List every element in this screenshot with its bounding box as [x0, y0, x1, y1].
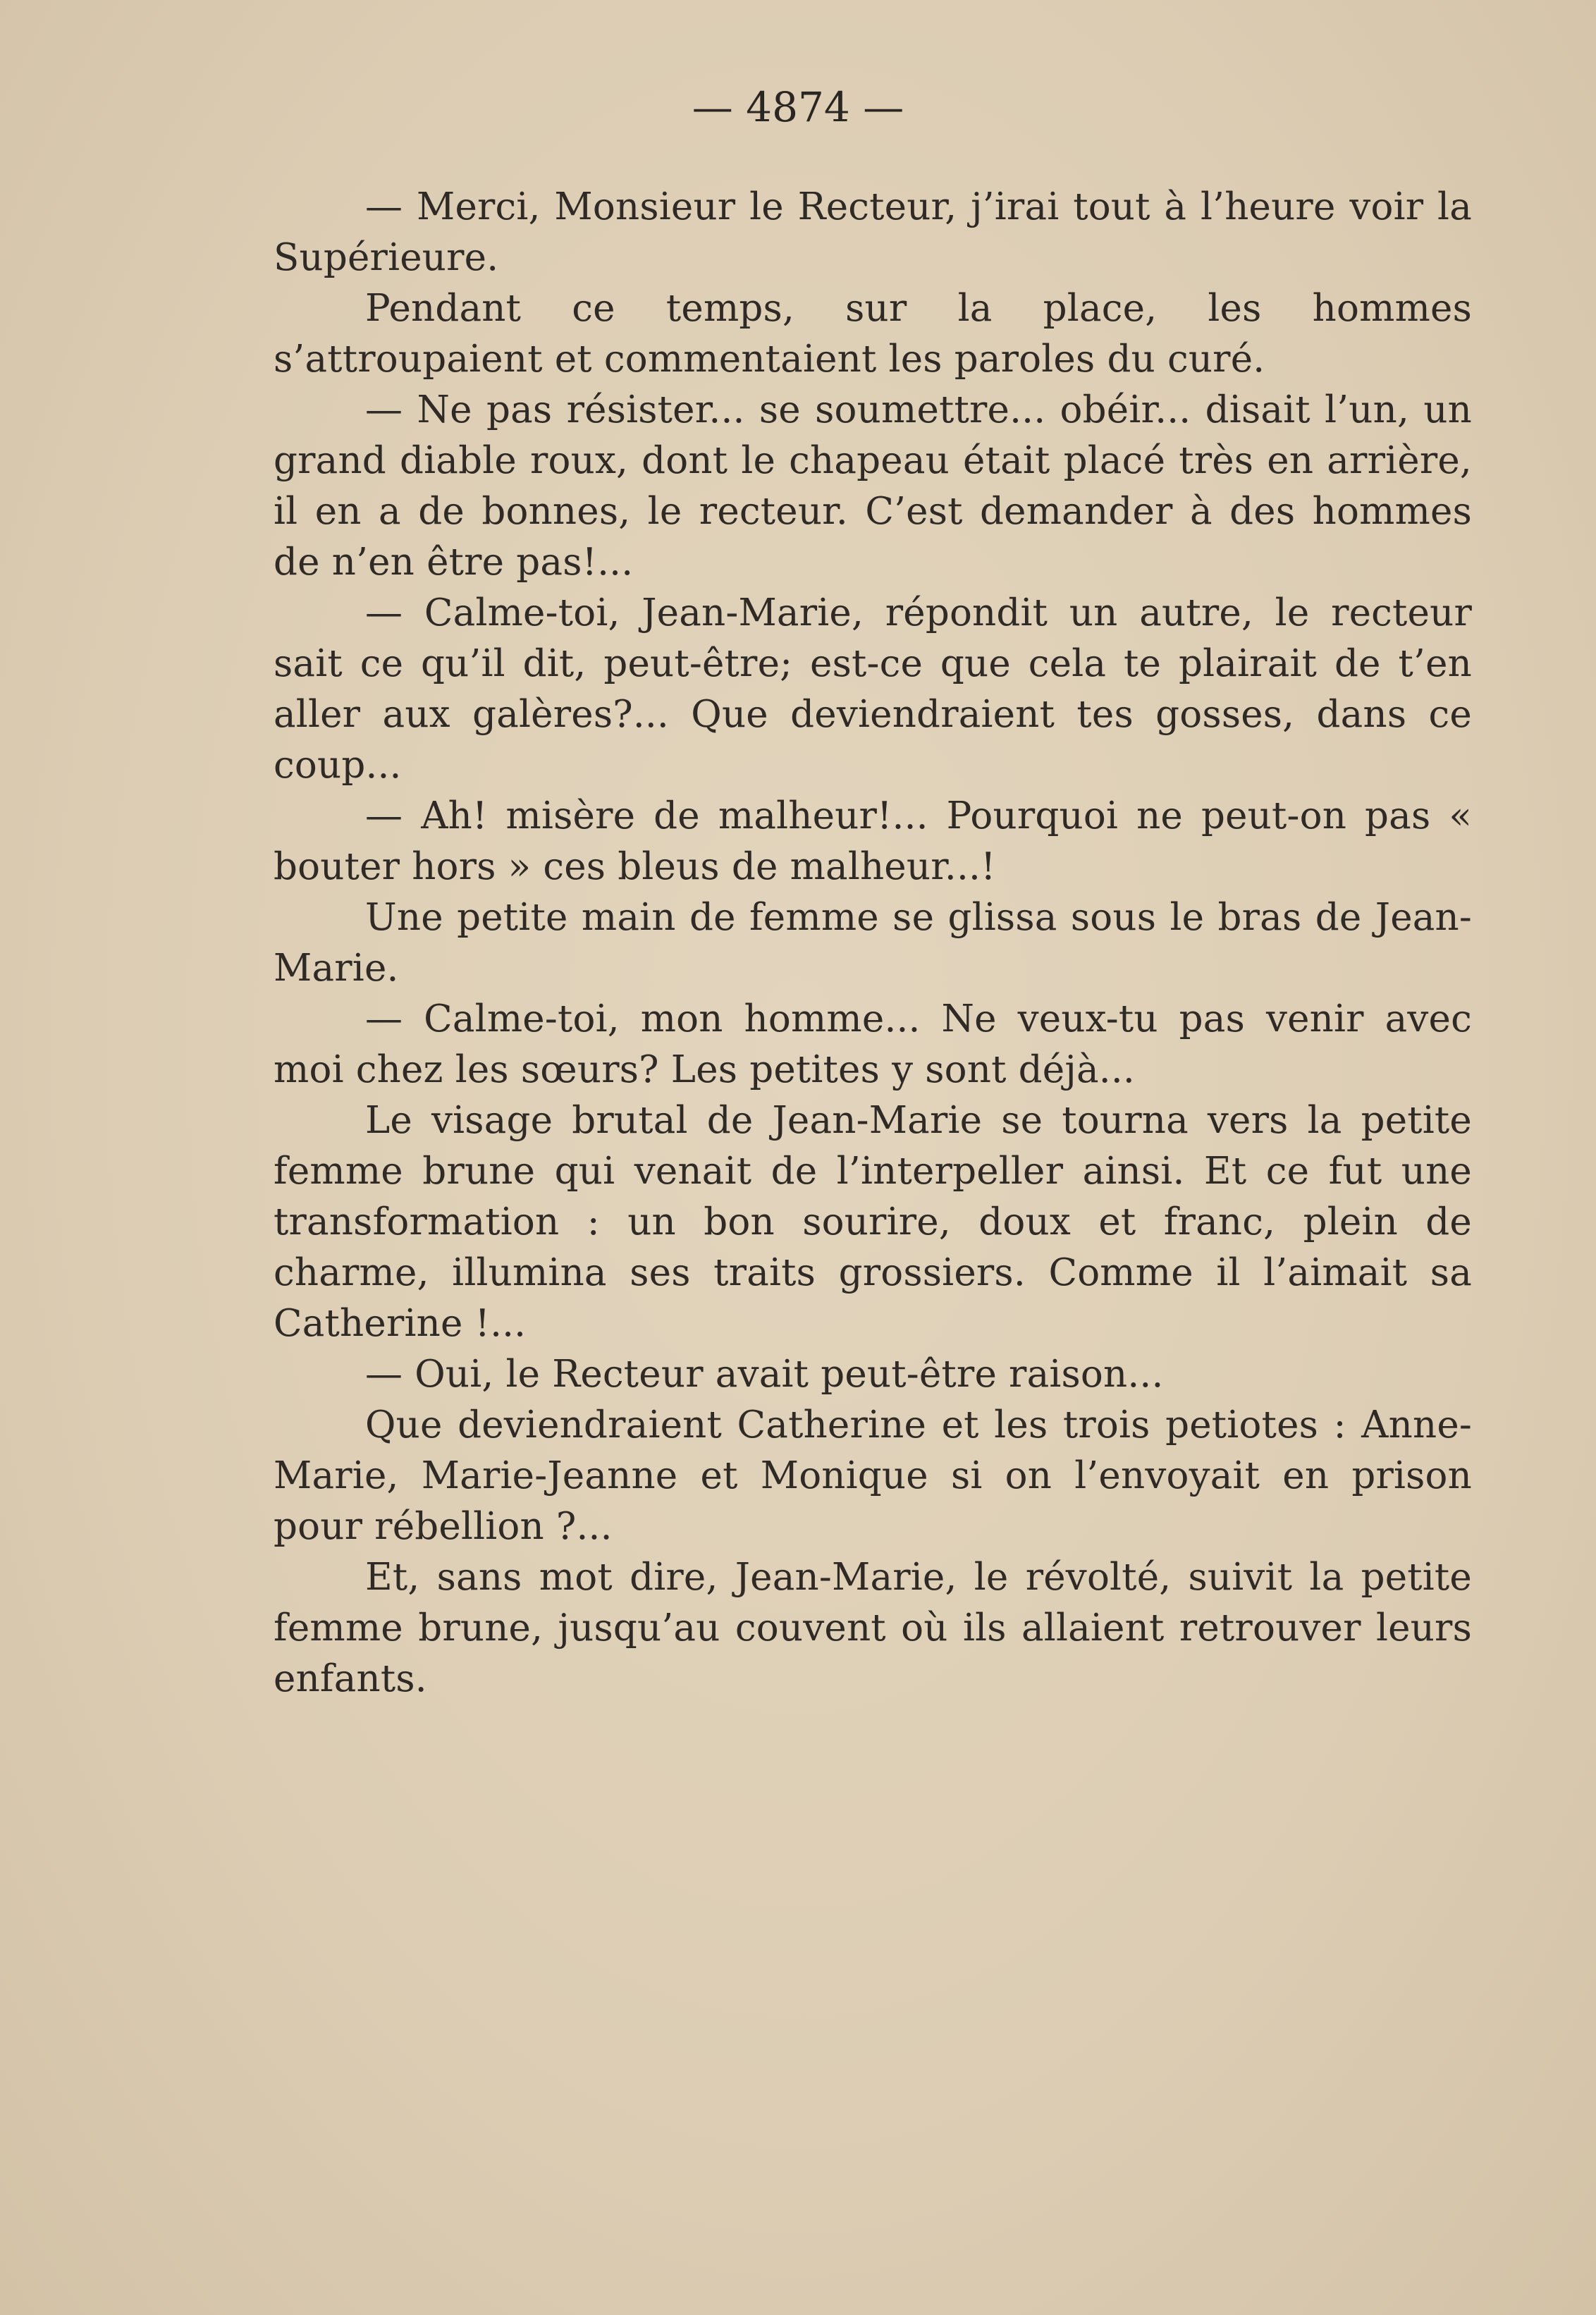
paragraph: Une petite main de femme se glissa sous le bras de Jean-Marie. — [274, 896, 1472, 990]
paragraph: — Ah! misère de malheur!... Pourquoi ne peut-on pas « bouter hors » ces bleus de malheur...! — [274, 794, 1472, 888]
paragraph: — Calme-toi, Jean-Marie, répondit un autre, le recteur sait ce qu’il dit, peut-être; est-ce que cela te plairait de t’en aller aux galères?... Que deviendraient tes gosses, dans ce coup... — [274, 591, 1472, 787]
paragraph: Le visage brutal de Jean-Marie se tourna vers la petite femme brune qui venait de l’interpeller ainsi. Et ce fut une transformation : un bon sourire, doux et franc, plein de charme, illumina ses traits grossiers. Comme il l’aimait sa Catherine !... — [274, 1099, 1472, 1345]
paragraph: — Ne pas résister... se soumettre... obéir... disait l’un, un grand diable roux, dont le chapeau était placé très en arrière, il en a de bonnes, le recteur. C’est demander à des hommes de n’en être pas!... — [274, 388, 1472, 584]
paragraph: Pendant ce temps, sur la place, les hommes s’attroupaient et commentaient les paroles du curé. — [274, 287, 1472, 381]
paragraph: — Merci, Monsieur le Recteur, j’irai tout à l’heure voir la Supérieure. — [274, 185, 1472, 279]
paragraph: Et, sans mot dire, Jean-Marie, le révolté, suivit la petite femme brune, jusqu’au couvent où ils allaient retrouver leurs enfants. — [274, 1556, 1472, 1700]
page-body — [274, 182, 1472, 1705]
page-number: — 4874 — — [692, 83, 904, 131]
paragraph: Que deviendraient Catherine et les trois petiotes : Anne-Marie, Marie-Jeanne et Monique si on l’envoyait en prison pour rébellion ?... — [274, 1404, 1472, 1548]
paragraph: — Calme-toi, mon homme... Ne veux-tu pas venir avec moi chez les sœurs? Les petites y sont déjà... — [274, 997, 1472, 1091]
paragraph: — Oui, le Recteur avait peut-être raison... — [365, 1353, 1164, 1396]
